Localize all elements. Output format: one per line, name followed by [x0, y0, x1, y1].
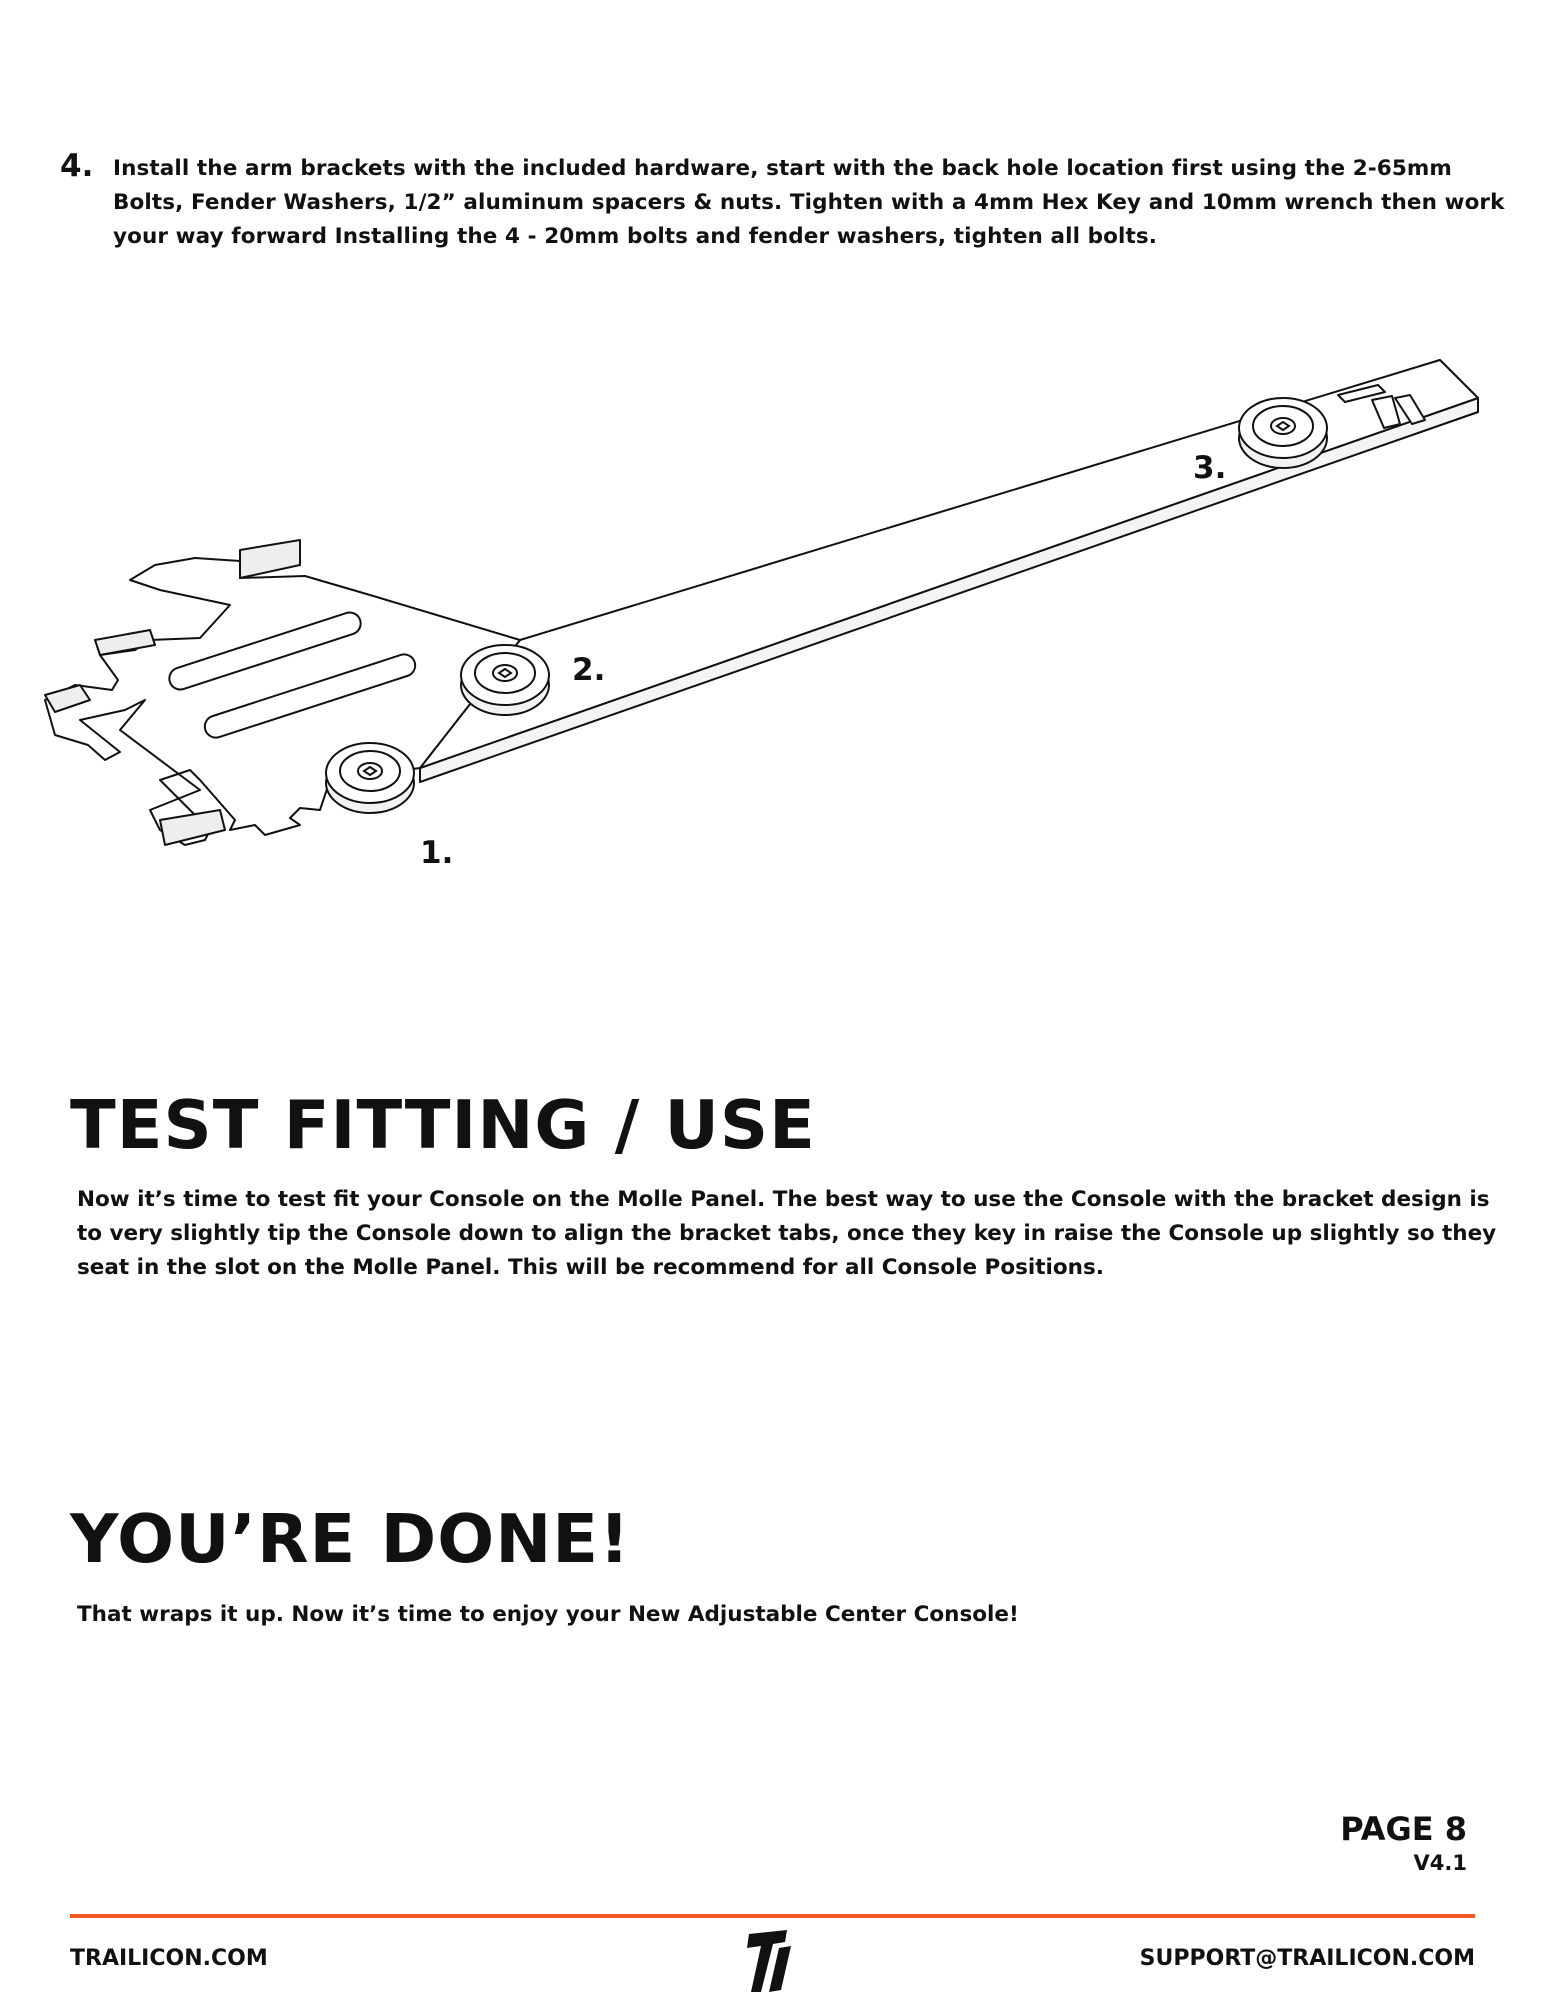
page-number: PAGE 8: [1340, 1810, 1467, 1848]
footer-support-email[interactable]: SUPPORT@TRAILICON.COM: [1139, 1946, 1475, 1971]
bolt-1: [326, 743, 414, 813]
section-heading-test-fitting: TEST FITTING / USE: [70, 1086, 816, 1164]
step-instructions: Install the arm brackets with the included hardware, start with the back hole location first using the 2-65mm Bolts, Fender Washers, 1/2” aluminum spacers & nuts. Tighten with a 4mm Hex Key and 10mm wrench then work your way forward Installing the 4 - 20mm bolts and fender washers, tighten all bolts.: [113, 156, 1505, 249]
bracket-drawing: [0, 340, 1545, 900]
callout-2: 2.: [572, 652, 606, 688]
section-heading-done: YOU’RE DONE!: [70, 1500, 631, 1578]
step-number: 4.: [60, 148, 94, 184]
trailicon-logo-icon: [747, 1930, 797, 1994]
bolt-3: [1239, 398, 1327, 468]
done-paragraph: That wraps it up. Now it’s time to enjoy your New Adjustable Center Console!: [77, 1602, 1019, 1627]
footer-website[interactable]: TRAILICON.COM: [70, 1946, 268, 1971]
footer-divider: [70, 1914, 1475, 1918]
document-version: V4.1: [1413, 1851, 1467, 1875]
callout-3: 3.: [1193, 450, 1227, 486]
callout-1: 1.: [420, 835, 454, 871]
bolt-2: [461, 645, 549, 715]
bracket-illustration: [0, 340, 1545, 904]
test-fitting-paragraph: Now it’s time to test fit your Console on the Molle Panel. The best way to use the Console with the bracket design is to very slightly tip the Console down to align the bracket tabs, once they key in raise the Console up slightly so they seat in the slot on the Molle Panel. This will be recommend for all Console Positions.: [77, 1187, 1497, 1280]
